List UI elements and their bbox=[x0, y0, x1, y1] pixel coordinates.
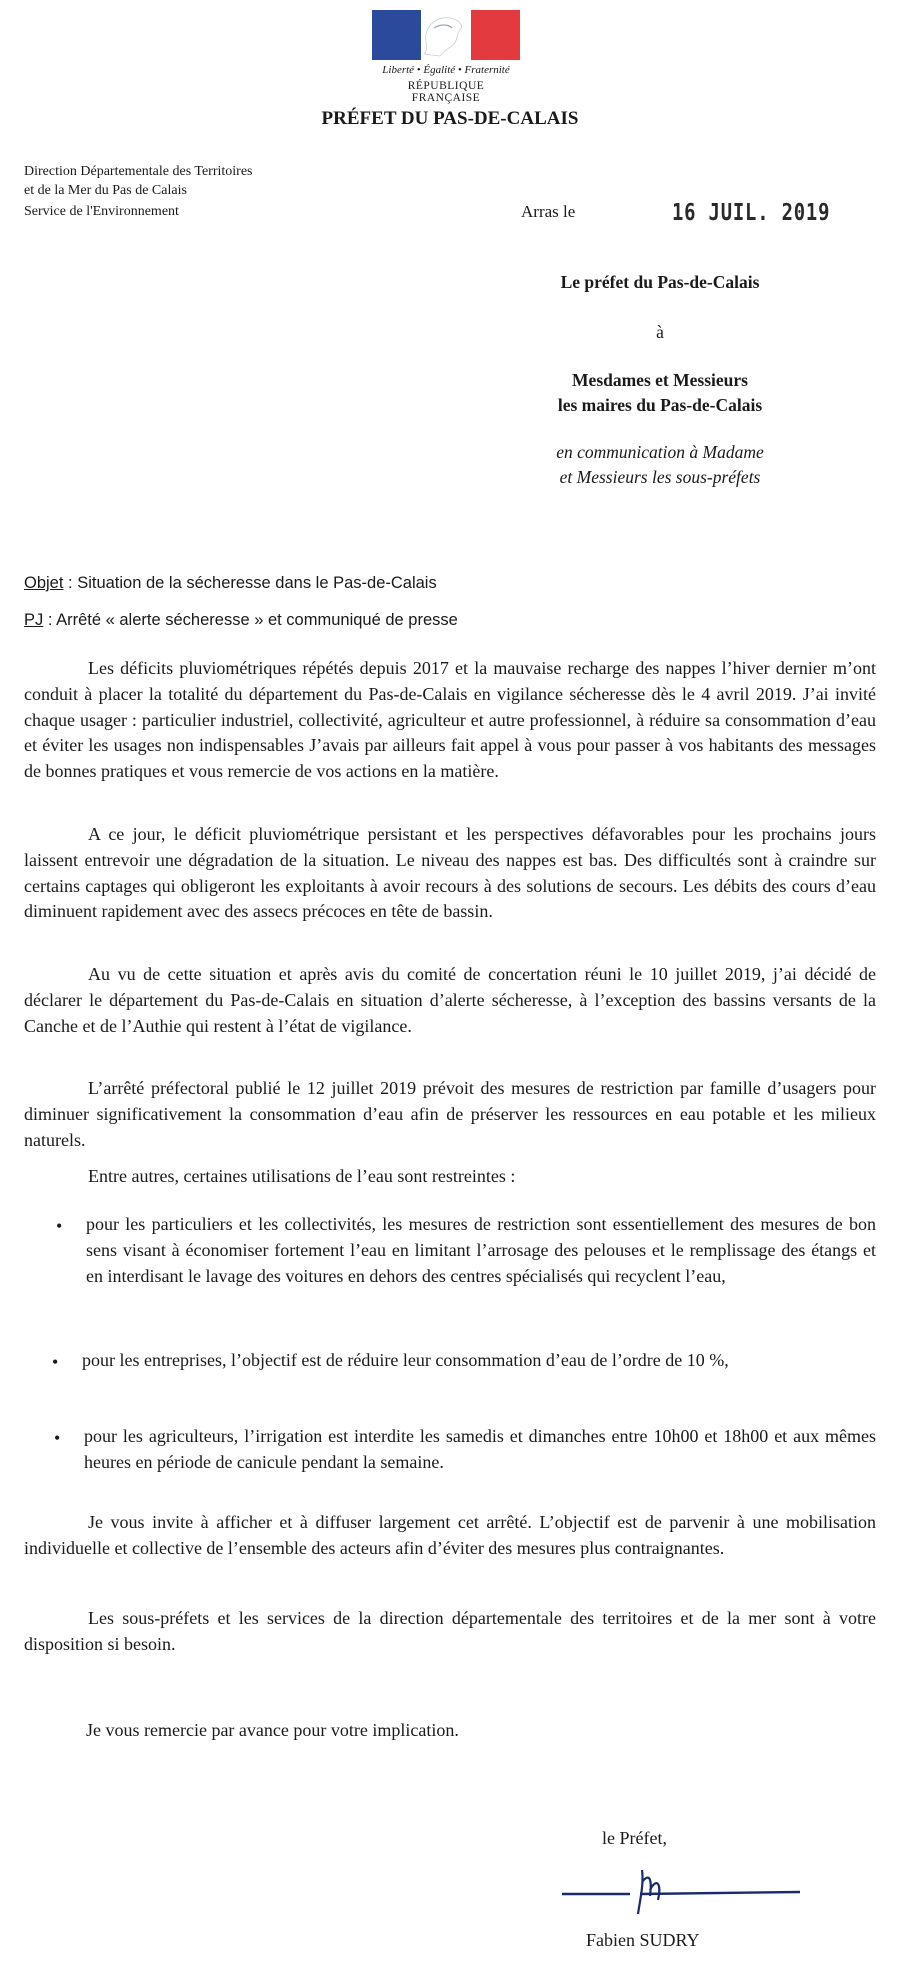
paragraph: Les sous-préfets et les services de la direction départementale des territoires et de la mer sont à votre disposition si besoin. bbox=[24, 1608, 876, 1654]
pj-line bbox=[24, 602, 458, 639]
bullet-marker: • bbox=[52, 1352, 59, 1372]
direction-line-2: et de la Mer du Pas de Calais bbox=[24, 183, 187, 198]
date-stamp: 16 JUIL. 2019 bbox=[672, 200, 831, 226]
signature-label: le Préfet, bbox=[602, 1828, 667, 1848]
paragraph: A ce jour, le déficit pluviométrique persistant et les perspectives défavorables pour les prochains jours laissent entrevoir une dégradation de la situation. Le niveau des nappes est bas. Des difficultés sont à craindre sur certains captages qui obligeront les exploitants à avoir recours à des solutions de secours. Les débits des cours d’eau diminuent rapidement avec des assecs précoces en tête de bassin. bbox=[24, 824, 876, 922]
pj-label: PJ bbox=[24, 611, 44, 629]
list-item: pour les particuliers et les collectivités, les mesures de restriction sont essentiellement des mesures de bon sens visant à économiser fortement l’eau en limitant l’arrosage des pelouses et le remplissage des étangs et en interdisant le lavage des voitures en dehors des centres spécialisés qui recyclent l’eau, bbox=[86, 1214, 876, 1286]
copy-line-2: et Messieurs les sous-préfets bbox=[559, 467, 761, 487]
objet-text: : Situation de la sécheresse dans le Pas-de-Calais bbox=[63, 574, 437, 592]
pj-text: : Arrêté « alerte sécheresse » et communiqué de presse bbox=[43, 611, 458, 629]
service-name: Service de l'Environnement bbox=[24, 204, 179, 219]
to-word: à bbox=[656, 322, 664, 342]
paragraph: Les déficits pluviométriques répétés depuis 2017 et la mauvaise recharge des nappes l’hiver dernier m’ont conduit à placer la totalité du département du Pas-de-Calais en vigilance sécheresse dès le 4 avril 2019. J’ai invité chaque usager : particulier industriel, collectivité, agriculteur et autre professionnel, à réduire sa consommation d’eau et éviter les usages non indispensables J’avais par ailleurs fait appel à vous pour passer à vos habitants des messages de bonnes pratiques et vous remercie de vos actions en la matière. bbox=[24, 658, 876, 782]
paragraph: L’arrêté préfectoral publié le 12 juillet 2019 prévoit des mesures de restriction par famille d’usagers pour diminuer significativement la consommation d’eau afin de préserver les ressources en eau potable et les milieux naturels. bbox=[24, 1078, 876, 1150]
marianne-logo bbox=[372, 10, 520, 104]
subject-block bbox=[24, 565, 458, 639]
page-title: PRÉFET DU PAS-DE-CALAIS bbox=[321, 108, 579, 129]
list-item: pour les agriculteurs, l’irrigation est interdite les samedis et dimanches entre 10h00 et 18h00 et aux mêmes heures en période de canicule pendant la semaine. bbox=[84, 1426, 876, 1472]
republic-label: RÉPUBLIQUE FRANÇAISE bbox=[407, 80, 485, 104]
direction-line-1: Direction Départementale des Territoires bbox=[24, 164, 253, 179]
objet-line bbox=[24, 565, 458, 602]
paragraph: Je vous invite à afficher et à diffuser largement cet arrêté. L’objectif est de parvenir à une mobilisation individuelle et collective de l’ensemble des acteurs afin d’éviter des mesures plus contraignantes. bbox=[24, 1512, 876, 1558]
objet-label: Objet bbox=[24, 574, 64, 592]
closing-line: Je vous remercie par avance pour votre implication. bbox=[86, 1720, 459, 1740]
sender: Le préfet du Pas-de-Calais bbox=[560, 272, 760, 292]
signature-icon bbox=[560, 1860, 810, 1920]
bullet-marker: • bbox=[56, 1216, 63, 1236]
copy-line-1: en communication à Madame bbox=[556, 442, 764, 462]
recipients-line-1: Mesdames et Messieurs bbox=[572, 370, 748, 390]
recipients-block bbox=[480, 368, 840, 418]
bullet-marker: • bbox=[54, 1428, 61, 1448]
paragraph: Au vu de cette situation et après avis du comité de concertation réuni le 10 juillet 2019, j’ai décidé de déclarer le département du Pas-de-Calais en situation d’alerte sécheresse, à l’exception des bassins versants de la Canche et de l’Authie qui restent à l’état de vigilance. bbox=[24, 964, 876, 1036]
signatory-name: Fabien SUDRY bbox=[586, 1930, 700, 1950]
direction-block bbox=[24, 162, 253, 221]
recipients-line-2: les maires du Pas-de-Calais bbox=[557, 395, 763, 415]
paragraph: Entre autres, certaines utilisations de l’eau sont restreintes : bbox=[88, 1166, 516, 1186]
copy-block bbox=[480, 440, 840, 490]
tricolor-flag-icon bbox=[372, 10, 520, 60]
republic-motto: Liberté • Égalité • Fraternité bbox=[382, 64, 510, 76]
date-place: Arras le bbox=[521, 202, 576, 221]
list-item: pour les entreprises, l’objectif est de réduire leur consommation d’eau de l’ordre de 10 %, bbox=[82, 1350, 729, 1370]
marianne-profile-icon bbox=[410, 14, 470, 58]
